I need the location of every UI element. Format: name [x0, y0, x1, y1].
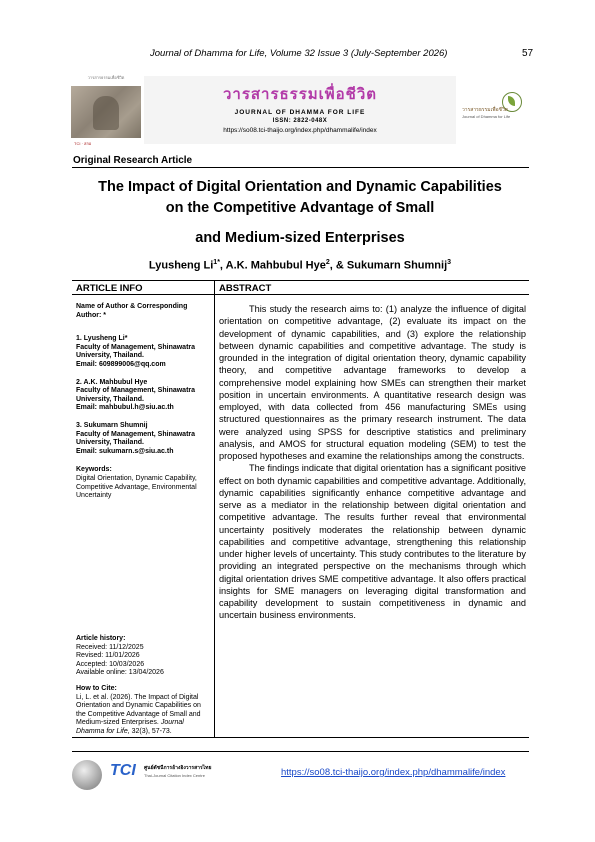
cite-journal: Journal Dhamma for Life,: [76, 719, 184, 735]
author-sup: 1*: [213, 259, 220, 266]
abstract-paragraph: This study the research aims to: (1) analyze the influence of digital orientation on competitive advantage, (2) evaluate its impact on the development of dynamic capabilities, and (3) explore the relationship between dynamic capabilities and competitive advantage. The study is grounded in the integration of digital orientation theory, dynamic capability theory, and competitive advantage frameworks to develop a comprehensive model explaining how SMEs can strengthen their market position in uncertain environments. A quantitative research design was employed, with data collected from 456 manufacturing SMEs using structured questionnaires as the primary research instrument. The data were analyzed using SPSS for descriptive statistics and preliminary analysis, and AMOS for structural equation modeling (SEM) to test the proposed hypotheses and examine the relationships among the constructs.: [219, 304, 526, 461]
abstract-column: [219, 283, 526, 622]
temple-relief-image: [71, 86, 141, 138]
author-name: A.K. Mahbubul Hye: [225, 259, 326, 272]
tci-thai-text: ศูนย์ดัชนีการอ้างอิงวารสารไทย: [144, 765, 212, 771]
cite-body: Li, L. et al. (2026). The Impact of Digital Orientation and Dynamic Capabilities on the Competitive Advantage of Small and Medium-sized Enterprises.: [76, 693, 201, 727]
english-journal-title: JOURNAL OF DHAMMA FOR LIFE: [234, 109, 366, 116]
affiliation-email[interactable]: Email: sukumarn.s@siu.ac.th: [76, 447, 174, 455]
page-number: 57: [522, 48, 534, 59]
emblem-thai-text: วารสารธรรมเพื่อชีวิต: [462, 107, 509, 113]
author-separator: , &: [329, 259, 347, 272]
article-history: [76, 635, 212, 678]
affiliation-email[interactable]: Email: mahbubul.h@siu.ac.th: [76, 404, 174, 412]
banner-center: [144, 76, 456, 144]
running-header: [0, 48, 595, 62]
affiliation-name: 2. A.K. Mahbubul Hye: [76, 378, 148, 386]
history-line: Revised: 11/01/2026: [76, 652, 140, 660]
tci-logo: TCI: [110, 762, 136, 779]
university-seal-icon: [72, 760, 102, 790]
keywords-block: [76, 466, 212, 500]
abstract-heading: ABSTRACT: [219, 283, 272, 294]
column-divider: [214, 281, 215, 737]
cover-logo-label: วารสารธรรมเพื่อชีวิต: [87, 75, 125, 80]
journal-emblem-logo: [462, 92, 530, 128]
thai-journal-title: วารสารธรรมเพื่อชีวิต: [222, 85, 378, 103]
corresponding-author-label: Name of Author & Corresponding Author: *: [76, 303, 188, 319]
divider: [72, 167, 529, 168]
cite-label: How to Cite:: [76, 685, 117, 692]
affiliation-block: [76, 379, 212, 413]
history-label: Article history:: [76, 635, 126, 642]
article-info-column: [76, 283, 212, 735]
affiliation-name: 1. Lyusheng Li*: [76, 335, 128, 343]
cite-tail: 32(3), 57-73.: [129, 727, 172, 735]
affiliation-email[interactable]: Email: 609899006@qq.com: [76, 360, 166, 368]
author-sup: 2: [325, 259, 330, 266]
tci-english-text: Thai-Journal Citation Index Centre: [144, 773, 205, 778]
author-separator: ,: [219, 259, 226, 272]
cover-logo-mini: TCI · สกอ: [74, 141, 92, 146]
author-name: Lyusheng Li: [148, 259, 214, 272]
title-line-2: on the Competitive Advantage of Small: [165, 200, 435, 216]
footer-divider: [72, 751, 529, 752]
keywords-text: Digital Orientation, Dynamic Capability, Competitive Advantage, Environmental Uncertainty: [76, 474, 197, 500]
emblem-english-text: Journal of Dhamma for Life: [462, 114, 511, 119]
how-to-cite: [76, 685, 212, 737]
banner-url[interactable]: https://so08.tci-thaijo.org/index.php/dhammalife/index: [223, 127, 377, 134]
article-type: Original Research Article: [73, 155, 193, 166]
affiliation-faculty: Faculty of Management, Shinawatra University, Thailand.: [76, 387, 196, 403]
affiliation-block: [76, 422, 212, 456]
journal-cover-logo: [70, 72, 142, 148]
footer-logos: [72, 758, 222, 792]
affiliation-name: 3. Sukumarn Shumnij: [76, 421, 148, 429]
article-title: [60, 177, 540, 249]
history-line: Accepted: 10/03/2026: [76, 660, 145, 668]
abstract-paragraph: The findings indicate that digital orientation has a significant positive effect on both dynamic capabilities and competitive advantage. Additionally, dynamic capabilities significantly enhance competitive advantage and serve as a mediator in the relationship between digital orientation and competitive advantage. The results further reveal that environmental uncertainty positively moderates the relationship between dynamic capabilities and competitive advantage, strengthening this relationship under higher levels of uncertainty. This study contributes to the literature by providing an integrated perspective on the mechanisms through which digital orientation drives SME competitive advantage. It also offers practical insights for SME managers on leveraging digital transformation and capability development to sustain competitiveness in dynamic and uncertain business environments.: [219, 463, 526, 621]
issn: ISSN: 2822-048X: [272, 118, 328, 124]
title-line-3: and Medium-sized Enterprises: [195, 230, 405, 246]
history-line: Received: 11/12/2025: [76, 643, 144, 651]
article-info-heading: ARTICLE INFO: [76, 283, 143, 294]
affiliation-faculty: Faculty of Management, Shinawatra University, Thailand.: [76, 430, 196, 447]
keywords-label: Keywords:: [76, 466, 112, 474]
footer-journal-link[interactable]: https://so08.tci-thaijo.org/index.php/dhammalife/index: [281, 767, 506, 778]
affiliation-block: [76, 335, 212, 369]
author-sup: 3: [447, 259, 452, 266]
journal-banner: [70, 72, 530, 148]
affiliation-faculty: Faculty of Management, Shinawatra University, Thailand.: [76, 343, 196, 360]
author-list: [60, 259, 540, 272]
author-name: Sukumarn Shumnij: [346, 259, 448, 272]
journal-line: Journal of Dhamma for Life, Volume 32 Issue 3 (July-September 2026): [150, 48, 448, 59]
article-info-table: [72, 280, 529, 738]
history-line: Available online: 13/04/2026: [76, 669, 164, 677]
title-line-1: The Impact of Digital Orientation and Dynamic Capabilities: [98, 179, 502, 195]
cite-text: [76, 694, 212, 737]
